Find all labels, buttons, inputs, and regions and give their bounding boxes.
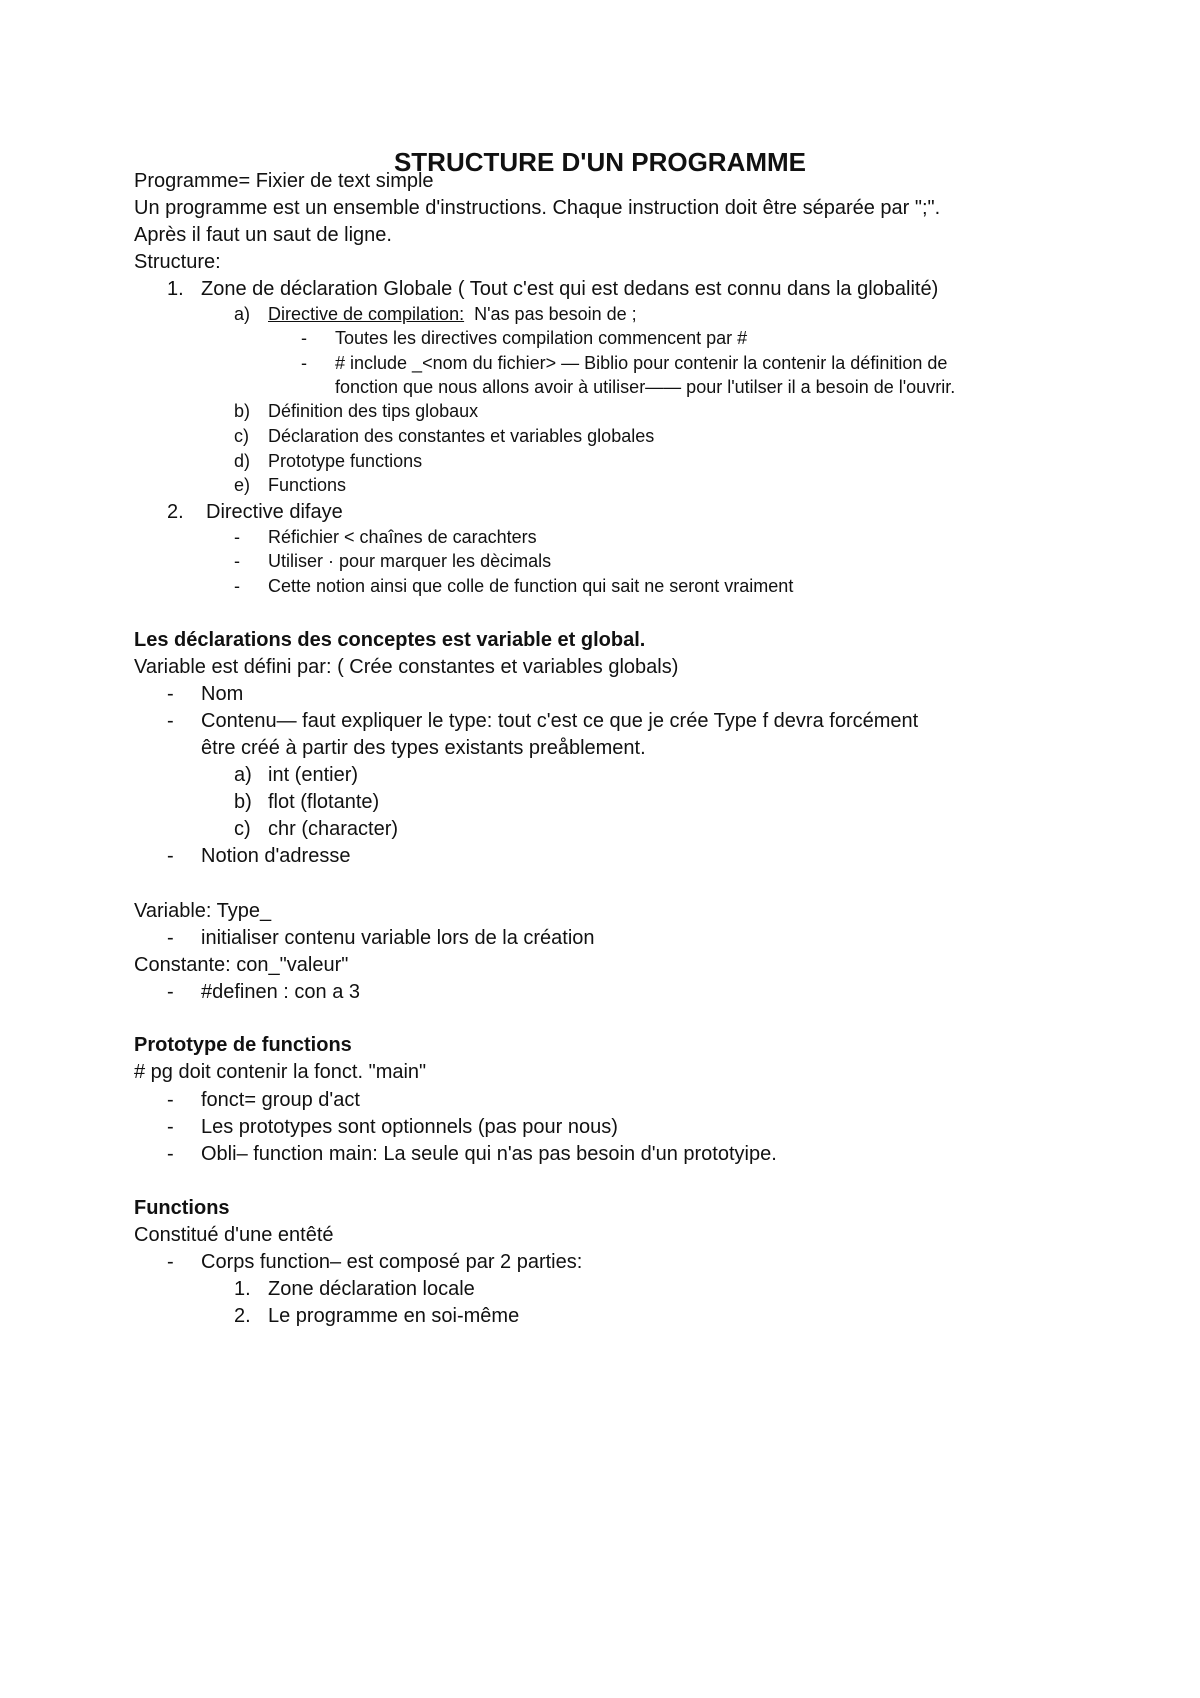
underlined-term: Directive de compilation: [268,304,465,324]
bullet-item: Notion d'adresse [201,845,351,867]
list-marker: 2. [234,1305,251,1327]
bullet-item: Obli– function main: La seule qui n'as pas besoin d'un prototyipe. [201,1143,777,1165]
list-marker: d) [234,451,251,471]
list-item: Functions [268,475,347,495]
paragraph: Constitué d'une entêté [134,1224,334,1246]
list-marker: c) [234,426,249,446]
list-marker: c) [234,818,251,840]
paragraph: Variable: Type_ [134,900,272,922]
list-item: flot (flotante) [268,791,380,813]
list-item-directive-compilation [268,301,637,327]
list-item: int (entier) [268,764,359,786]
intro-line-3: Après il faut un saut de ligne. [134,224,392,246]
bullet-marker: - [167,1251,174,1273]
bullet-marker: - [234,527,240,547]
bullet-marker: - [167,981,174,1003]
bullet-item: Utiliser · pour marquer les dècimals [268,551,552,571]
bullet-marker: - [301,328,307,348]
bullet-item: # include _<nom du fichier> — Biblio pour contenir la contenir la définition de [335,353,948,373]
list-marker: b) [234,791,252,813]
bullet-item: Cette notion ainsi que colle de function qui sait ne seront vraiment [268,576,794,596]
bullet-item: fonct= group d'act [201,1089,360,1111]
section-heading-prototype: Prototype de functions [134,1034,352,1056]
list-item: Prototype functions [268,451,423,471]
intro-line-4: Structure: [134,251,221,273]
list-item: Déclaration des constantes et variables globales [268,426,655,446]
bullet-marker: - [167,927,174,949]
intro-line-1: Programme= Fixier de text simple [134,170,434,192]
bullet-marker: - [167,1143,174,1165]
bullet-item: Les prototypes sont optionnels (pas pour nous) [201,1116,618,1138]
list-item-zone-globale: Zone de déclaration Globale ( Tout c'est qui est dedans est connu dans la globalité) [201,278,939,300]
bullet-marker: - [234,551,240,571]
bullet-item: Nom [201,683,244,705]
paragraph: Variable est défini par: ( Crée constantes et variables globals) [134,656,679,678]
list-marker: a) [234,304,251,324]
list-marker: a) [234,764,252,786]
bullet-item-continuation: être créé à partir des types existants preåblement. [201,737,646,759]
list-item: Le programme en soi-même [268,1305,520,1327]
list-item: Définition des tips globaux [268,401,479,421]
bullet-marker: - [301,353,307,373]
bullet-marker: - [167,1116,174,1138]
list-marker: 1. [167,278,184,300]
list-marker: e) [234,475,251,495]
list-item-text: N'as pas besoin de ; [474,304,637,324]
section-heading-functions: Functions [134,1197,230,1219]
document-title: STRUCTURE D'UN PROGRAMME [393,147,807,177]
section-heading-declarations: Les déclarations des conceptes est variable et global. [134,629,646,651]
bullet-marker: - [167,710,174,732]
bullet-marker: - [167,845,174,867]
intro-line-2: Un programme est un ensemble d'instructions. Chaque instruction doit être séparée par ";". [134,197,941,219]
bullet-item-continuation: fonction que nous allons avoir à utiliser—— pour l'utilser il a besoin de l'ouvrir. [335,377,956,397]
list-item: chr (character) [268,818,399,840]
bullet-item: #definen : con a 3 [201,981,361,1003]
list-item-directive-difaye: Directive difaye [206,501,343,523]
bullet-marker: - [167,1089,174,1111]
bullet-item: Corps function– est composé par 2 parties: [201,1251,583,1273]
bullet-item: Réfichier < chaînes de carachters [268,527,537,547]
bullet-item: Contenu— faut expliquer le type: tout c'est ce que je crée Type f devra forcément [201,710,919,732]
list-marker: b) [234,401,251,421]
list-item: Zone déclaration locale [268,1278,475,1300]
bullet-item: initialiser contenu variable lors de la création [201,927,595,949]
bullet-item: Toutes les directives compilation commencent par # [335,328,748,348]
paragraph: # pg doit contenir la fonct. "main" [134,1061,427,1083]
list-marker: 2. [167,501,184,523]
bullet-marker: - [234,576,240,596]
bullet-marker: - [167,683,174,705]
paragraph: Constante: con_"valeur" [134,954,349,976]
list-marker: 1. [234,1278,251,1300]
